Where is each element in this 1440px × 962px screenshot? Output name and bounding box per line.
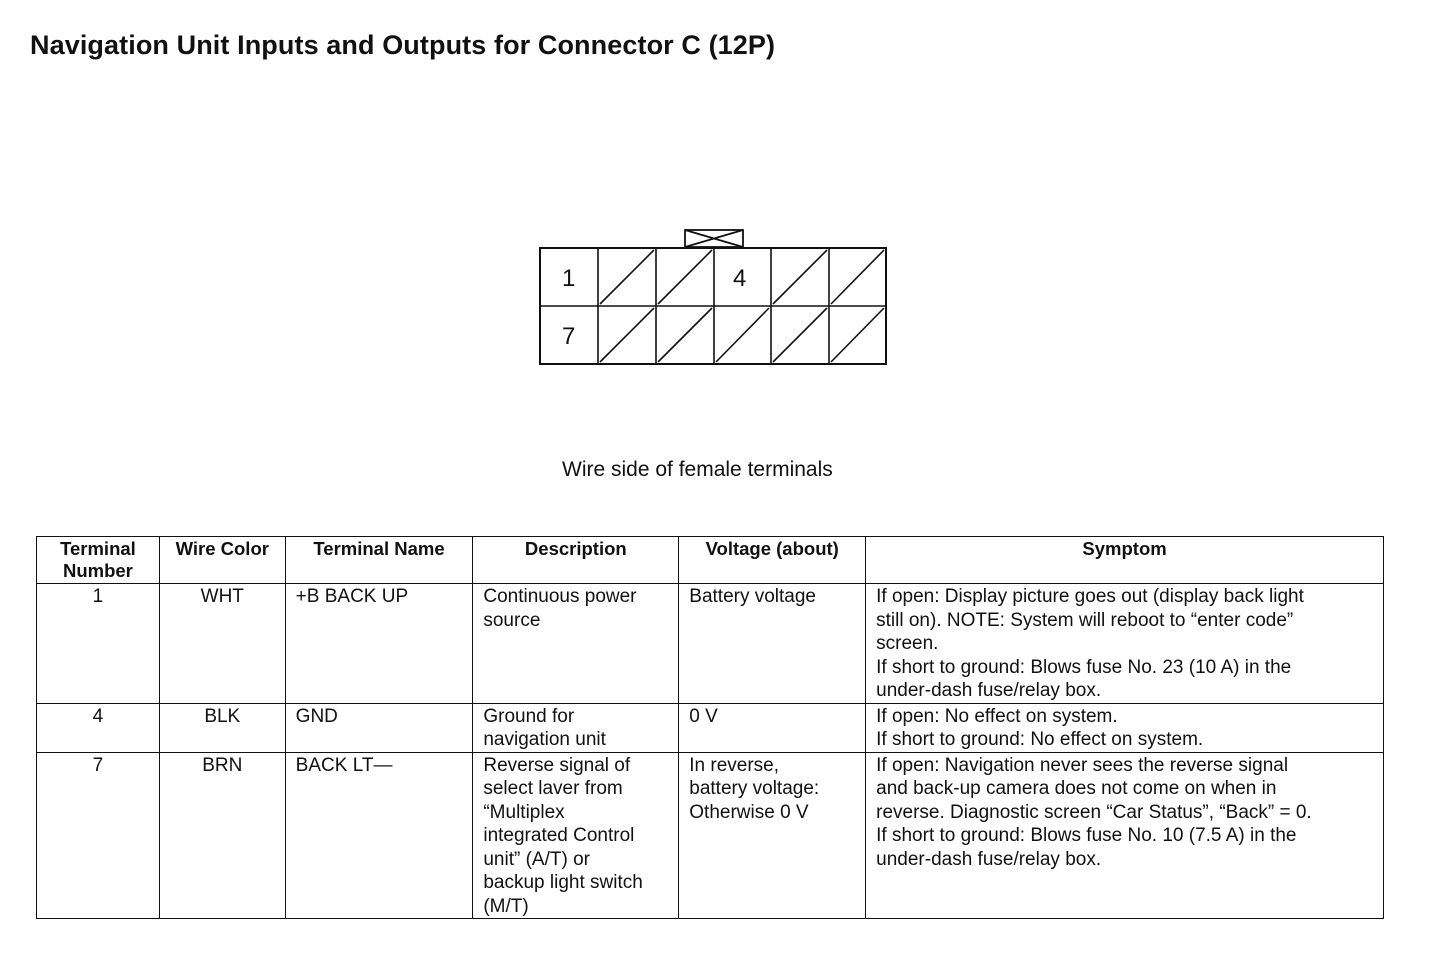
voltage-cell <box>679 584 866 704</box>
terminal-number-cell: 1 <box>37 584 160 704</box>
text-line: If short to ground: No effect on system. <box>876 729 1204 750</box>
text-line: and back-up camera does not come on when in <box>876 778 1277 799</box>
text-line: If short to ground: Blows fuse No. 10 (7.5 A) in the <box>876 825 1297 846</box>
text-line: integrated Control <box>483 825 635 846</box>
text-line: unit” (A/T) or <box>483 848 590 870</box>
terminal-number-cell: 7 <box>37 752 160 919</box>
pinout-table <box>36 536 1384 919</box>
text-line: source <box>483 609 541 631</box>
text-line: Reverse signal of <box>483 754 631 776</box>
connector-diagram <box>530 222 900 372</box>
symptom-cell <box>866 703 1384 752</box>
text-line: navigation unit <box>483 729 606 750</box>
header-wire-color: Wire Color <box>159 537 285 584</box>
pin-4-label: 4 <box>733 265 747 292</box>
text-line: under-dash fuse/relay box. <box>876 680 1102 701</box>
text-line: backup light switch <box>483 872 643 893</box>
wire-color-cell: BRN <box>159 752 285 919</box>
text-line: still on). NOTE: System will reboot to “enter code” <box>876 609 1294 631</box>
text-line: reverse. Diagnostic screen “Car Status”, “Back” = 0. <box>876 801 1312 823</box>
wire-color-cell: BLK <box>159 703 285 752</box>
text-line: 0 V <box>689 705 718 727</box>
text-line: Battery voltage <box>689 586 817 607</box>
text-line: If open: Navigation never sees the reverse signal <box>876 754 1289 776</box>
terminal-name-cell: GND <box>285 703 473 752</box>
connector-caption: Wire side of female terminals <box>562 458 833 481</box>
page-title: Navigation Unit Inputs and Outputs for Connector C (12P) <box>30 30 776 60</box>
voltage-cell <box>679 703 866 752</box>
text-line: In reverse, <box>689 754 780 776</box>
table-row <box>37 584 1384 704</box>
text-line: screen. <box>876 633 939 654</box>
connector-lock-tab <box>685 230 743 247</box>
description-cell <box>473 584 679 704</box>
header-voltage: Voltage (about) <box>679 537 866 584</box>
terminal-name-cell: BACK LT— <box>285 752 473 919</box>
pin-7-label: 7 <box>562 323 576 350</box>
header-terminal-number <box>37 537 160 584</box>
text-line: “Multiplex <box>483 801 565 823</box>
header-symptom: Symptom <box>866 537 1384 584</box>
text-line: If open: Display picture goes out (display back light <box>876 586 1304 607</box>
symptom-cell <box>866 584 1384 704</box>
text-line: If open: No effect on system. <box>876 705 1118 727</box>
description-cell <box>473 752 679 919</box>
text-line: Continuous power <box>483 586 637 607</box>
table-row <box>37 703 1384 752</box>
pin-1-label: 1 <box>562 265 576 292</box>
header-terminal-line1: Terminal <box>60 538 136 559</box>
description-cell <box>473 703 679 752</box>
text-line: battery voltage: <box>689 778 820 799</box>
header-terminal-name: Terminal Name <box>285 537 473 584</box>
symptom-cell <box>866 752 1384 919</box>
text-line: If short to ground: Blows fuse No. 23 (10 A) in the <box>876 656 1292 678</box>
text-line: (M/T) <box>483 895 529 917</box>
terminal-name-cell: +B BACK UP <box>285 584 473 704</box>
text-line: Otherwise 0 V <box>689 801 809 823</box>
table-header-row <box>37 537 1384 584</box>
header-description: Description <box>473 537 679 584</box>
terminal-number-cell: 4 <box>37 703 160 752</box>
voltage-cell <box>679 752 866 919</box>
wire-color-cell: WHT <box>159 584 285 704</box>
header-terminal-line2: Number <box>62 560 133 581</box>
text-line: under-dash fuse/relay box. <box>876 848 1102 870</box>
text-line: select laver from <box>483 778 623 799</box>
table-row <box>37 752 1384 919</box>
text-line: Ground for <box>483 705 575 727</box>
